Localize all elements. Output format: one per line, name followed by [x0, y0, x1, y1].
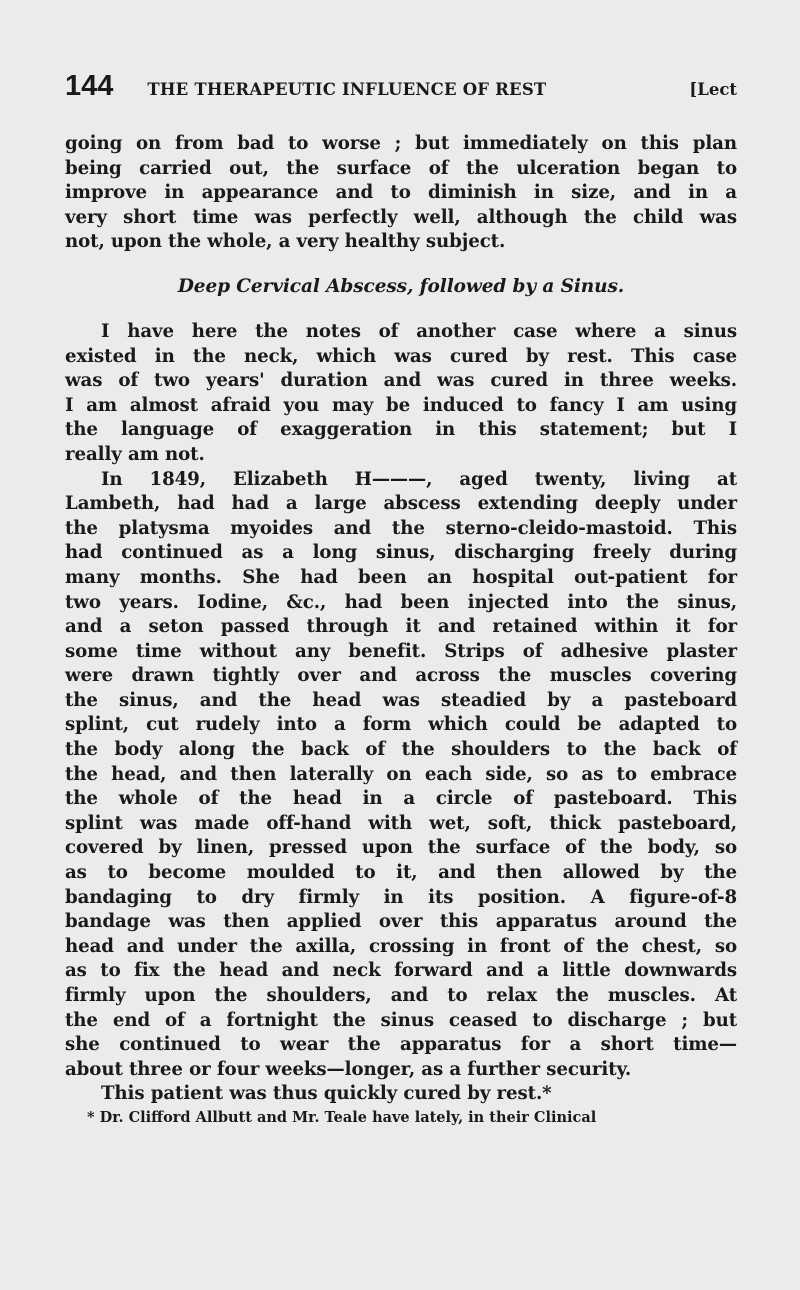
text-line: being carried out, the surface of the ulceration began to: [65, 157, 737, 179]
text-line: head and under the axilla, crossing in front of the chest, so: [65, 935, 737, 957]
text-line: Lambeth, had had a large abscess extending deeply under: [65, 493, 737, 515]
text-line: bandaging to dry firmly in its position. A figure-of-8: [65, 886, 737, 908]
text-line: two years. Iodine, &c., had been injected into the sinus,: [65, 591, 737, 613]
running-head: [65, 70, 737, 110]
text-line: the whole of the head in a circle of pasteboard. This: [65, 788, 737, 810]
paragraph-case: [65, 468, 737, 1083]
text-line: I have here the notes of another case where a sinus: [101, 320, 737, 342]
text-line: the body along the back of the shoulders to the back of: [65, 739, 737, 761]
paragraph-conclusion: [65, 1082, 737, 1107]
text-line: really am not.: [65, 443, 205, 465]
text-line: In 1849, Elizabeth H———, aged twenty, living at: [101, 468, 737, 490]
text-line: many months. She had been an hospital out-patient for: [65, 566, 737, 588]
text-line: firmly upon the shoulders, and to relax the muscles. At: [65, 985, 737, 1006]
text-line: as to fix the head and neck forward and a little downwards: [65, 960, 737, 982]
footnote: * Dr. Clifford Allbutt and Mr. Teale have lately, in their Clinical: [87, 1108, 597, 1126]
text-line: improve in appearance and to diminish in size, and in a: [65, 182, 737, 204]
text-line: I am almost afraid you may be induced to fancy I am using: [65, 394, 737, 416]
text-line: as to become moulded to it, and then allowed by the: [65, 862, 737, 884]
text-line: she continued to wear the apparatus for a short time—: [65, 1034, 737, 1056]
text-line: the end of a fortnight the sinus ceased to discharge ; but: [65, 1009, 737, 1031]
text-line: the head, and then laterally on each side, so as to embrace: [65, 763, 737, 785]
running-head-title: THE THERAPEUTIC INFLUENCE OF REST: [147, 80, 547, 99]
text-line: splint was made off-hand with wet, soft, thick pasteboard,: [65, 812, 737, 834]
body-text: [65, 132, 737, 1107]
text-line: not, upon the whole, a very healthy subject.: [65, 231, 506, 253]
paragraph-continued: [65, 132, 737, 255]
running-head-lecture: [Lect: [689, 80, 737, 99]
text-line: bandage was then applied over this apparatus around the: [65, 911, 737, 933]
text-line: some time without any benefit. Strips of adhesive plaster: [65, 640, 737, 662]
page-number: 144: [65, 70, 114, 102]
text-line: This patient was thus quickly cured by rest.*: [101, 1083, 552, 1105]
text-line: the platysma myoides and the sterno-cleido-mastoid. This: [65, 517, 737, 539]
text-line: going on from bad to worse ; but immediately on this plan: [65, 133, 737, 154]
text-line: were drawn tightly over and across the muscles covering: [65, 665, 737, 687]
text-line: covered by linen, pressed upon the surface of the body, so: [65, 837, 737, 859]
text-line: existed in the neck, which was cured by rest. This case: [65, 345, 737, 367]
text-line: was of two years' duration and was cured in three weeks.: [65, 370, 737, 392]
text-line: very short time was perfectly well, although the child was: [65, 206, 737, 228]
book-page: [65, 70, 737, 1128]
paragraph-intro: [65, 320, 737, 468]
text-line: splint, cut rudely into a form which could be adapted to: [65, 714, 737, 736]
text-line: the language of exaggeration in this statement; but I: [65, 419, 737, 441]
section-heading: Deep Cervical Abscess, followed by a Sinus.: [177, 275, 625, 297]
text-line: about three or four weeks—longer, as a further security.: [65, 1058, 632, 1080]
text-line: had continued as a long sinus, discharging freely during: [65, 542, 737, 564]
text-line: and a seton passed through it and retained within it for: [65, 616, 737, 638]
text-line: the sinus, and the head was steadied by a pasteboard: [65, 689, 737, 711]
